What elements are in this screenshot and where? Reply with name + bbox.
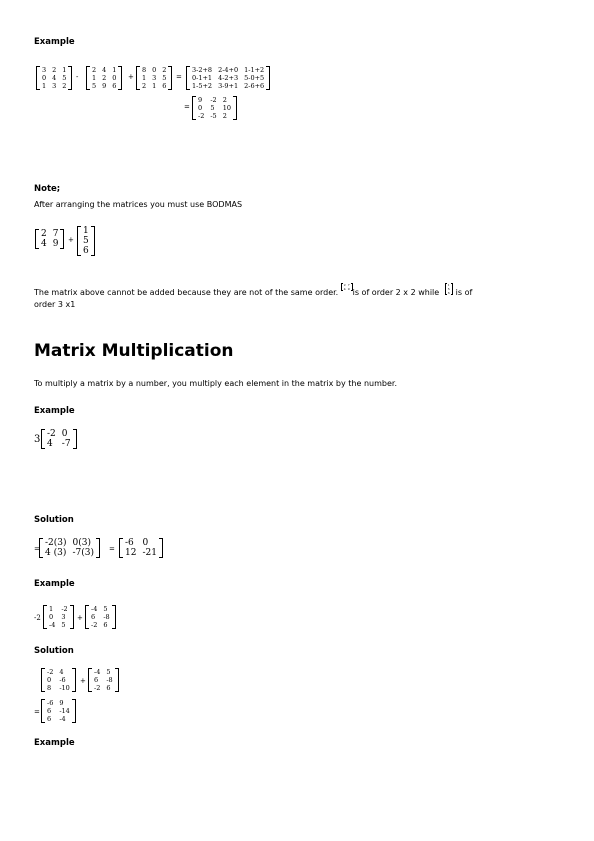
matrix-cell: 2-4+0 <box>218 66 239 74</box>
scalar: 3 <box>34 434 41 445</box>
matrix-cell: 5 <box>83 236 89 246</box>
matrix-cell: -6 <box>59 676 66 684</box>
matrix-c <box>136 66 172 90</box>
example-label: Example <box>34 406 75 416</box>
right-bracket <box>70 605 74 629</box>
right-bracket <box>112 605 116 629</box>
matrix-cell: 8 <box>47 684 52 692</box>
matrix-r <box>119 538 163 558</box>
matrix-cell: -21 <box>142 548 157 558</box>
matrix-cell: 4 (3) <box>45 548 67 558</box>
matrix-cell: 6 <box>103 621 108 629</box>
right-bracket <box>91 226 95 256</box>
equals-sign: = <box>34 708 40 716</box>
matrix-cell: -7(3) <box>72 548 95 558</box>
matrix-cell: -6 <box>125 538 134 548</box>
matrix-cell: 6 <box>106 684 111 692</box>
matrix-3x1 <box>77 226 95 256</box>
matrix-cell: -6 <box>47 699 54 707</box>
matrix-cell: 0 <box>112 74 117 82</box>
matrix-cell: 5 <box>62 74 67 82</box>
matrix-cell: 4 <box>343 287 346 291</box>
solution-label: Solution <box>34 646 74 656</box>
matrix-cell: -4 <box>49 621 56 629</box>
matrix-cell: 6 <box>47 707 52 715</box>
matrix-cell: 9 <box>102 82 107 90</box>
matrix-cell: 0 <box>152 66 157 74</box>
scalar: -2 <box>34 614 41 622</box>
matrix-cell: 9 <box>59 699 64 707</box>
matrix-cell: 10 <box>222 104 231 112</box>
matrix-cell: 6 <box>162 82 167 90</box>
matrix-cell: 1 <box>152 82 157 90</box>
matrix-cell: -14 <box>59 707 70 715</box>
plus-sign: + <box>80 677 86 685</box>
equals-sign-2: = <box>184 103 190 111</box>
right-bracket <box>72 699 76 723</box>
matrix-cell: 1 <box>62 66 67 74</box>
matrix-cell: 5 <box>210 104 215 112</box>
section-intro: To multiply a matrix by a number, you multiply each element in the matrix by the number. <box>34 379 397 388</box>
matrix-cell: 6 <box>447 291 450 295</box>
matrix-result <box>41 699 76 723</box>
matrix-cell: 2 <box>162 66 167 74</box>
matrix-cell: 7 <box>52 229 59 239</box>
right-bracket <box>60 229 64 249</box>
matrix-cell: 3 <box>152 74 157 82</box>
matrix-p <box>41 668 76 692</box>
right-bracket <box>233 96 237 120</box>
right-bracket <box>68 66 72 90</box>
example-label: Example <box>34 37 75 47</box>
matrix-cell: 0 <box>42 74 47 82</box>
matrix-cell: 5 <box>106 668 111 676</box>
matrix-cell: 7 <box>347 283 350 287</box>
matrix-m <box>41 429 77 449</box>
matrix-2x2 <box>35 229 64 249</box>
inline-matrix-3x1 <box>445 283 453 295</box>
matrix-cell: 9 <box>347 287 350 291</box>
matrix-cell: 9 <box>52 239 59 249</box>
matrix-cell: 2 <box>41 229 47 239</box>
matrix-cell: 2 <box>343 283 346 287</box>
solution-label: Solution <box>34 515 74 525</box>
matrix-cell: 3-2+8 <box>192 66 213 74</box>
section-title: Matrix Multiplication <box>34 341 234 361</box>
matrix-cell: 5-0+5 <box>244 74 265 82</box>
plus-sign: + <box>68 236 74 244</box>
matrix-cell: 2 <box>92 66 97 74</box>
matrix-q <box>88 668 119 692</box>
matrix-cell: 4 <box>47 439 53 449</box>
matrix-cell: 1 <box>49 605 54 613</box>
matrix-cell: 5 <box>61 621 66 629</box>
matrix-cell: 0 <box>61 429 68 439</box>
matrix-cell: -7 <box>61 439 71 449</box>
matrix-n <box>85 605 116 629</box>
matrix-e <box>192 96 237 120</box>
matrix-cell: -4 <box>94 668 101 676</box>
right-bracket <box>96 538 100 558</box>
matrix-cell: 1 <box>142 74 147 82</box>
matrix-cell: 2 <box>142 82 147 90</box>
equals-sign-2: = <box>109 545 115 553</box>
matrix-cell: 2-6+6 <box>244 82 265 90</box>
matrix-cell: 2 <box>102 74 107 82</box>
matrix-cell: -10 <box>59 684 70 692</box>
matrix-cell: 0 <box>142 538 149 548</box>
matrix-cell: 6 <box>112 82 117 90</box>
matrix-cell: 3 <box>42 66 47 74</box>
example-label: Example <box>34 738 75 748</box>
matrix-cell: 6 <box>83 246 89 256</box>
matrix-cell: -5 <box>210 112 217 120</box>
matrix-cell: 0(3) <box>72 538 91 548</box>
matrix-cell: 9 <box>198 96 203 104</box>
matrix-cell: -2 <box>210 96 217 104</box>
right-bracket <box>266 66 270 90</box>
matrix-cell: 6 <box>91 613 96 621</box>
matrix-cell: 8 <box>142 66 147 74</box>
matrix-cell: 5 <box>92 82 97 90</box>
matrix-cell: 1 <box>112 66 117 74</box>
matrix-s <box>39 538 100 558</box>
matrix-cell: 5 <box>162 74 167 82</box>
matrix-cell: 1 <box>447 283 450 287</box>
matrix-cell: 1 <box>83 226 89 236</box>
plus-sign: + <box>128 73 134 81</box>
right-bracket <box>351 283 353 291</box>
matrix-d <box>186 66 270 90</box>
matrix-cell: 4 <box>41 239 47 249</box>
matrix-b <box>86 66 122 90</box>
right-bracket <box>73 429 77 449</box>
matrix-cell: 2 <box>52 66 57 74</box>
inline-matrix-2x2 <box>341 283 353 291</box>
matrix-cell: -2 <box>47 429 56 439</box>
matrix-cell: -2 <box>94 684 101 692</box>
matrix-cell: 1-1+2 <box>244 66 265 74</box>
matrix-a <box>36 66 72 90</box>
matrix-cell: 3 <box>52 82 57 90</box>
matrix-m <box>43 605 74 629</box>
right-bracket <box>168 66 172 90</box>
matrix-cell: -8 <box>106 676 113 684</box>
matrix-cell: 0 <box>198 104 203 112</box>
right-bracket <box>159 538 163 558</box>
matrix-cell: 12 <box>125 548 137 558</box>
matrix-cell: 2 <box>62 82 67 90</box>
matrix-cell: -4 <box>59 715 66 723</box>
matrix-cell: -4 <box>91 605 98 613</box>
matrix-cell: 0-1+1 <box>192 74 213 82</box>
matrix-cell: -2 <box>47 668 54 676</box>
note-paragraph: The matrix above cannot be added because they are not of the same order. 2 7 4 9 is of order 2 x 2 while 1 5 6 is of order 3 x1 <box>34 283 473 309</box>
matrix-cell: 5 <box>103 605 108 613</box>
matrix-cell: 6 <box>47 715 52 723</box>
matrix-cell: 1 <box>42 82 47 90</box>
right-bracket <box>118 66 122 90</box>
matrix-cell: -2 <box>91 621 98 629</box>
example-label: Example <box>34 579 75 589</box>
matrix-cell: 1-5+2 <box>192 82 213 90</box>
matrix-cell: -8 <box>103 613 110 621</box>
matrix-cell: 2 <box>222 112 227 120</box>
matrix-cell: 0 <box>49 613 54 621</box>
matrix-cell: 2 <box>222 96 227 104</box>
right-bracket <box>72 668 76 692</box>
right-bracket <box>115 668 119 692</box>
matrix-cell: 6 <box>94 676 99 684</box>
matrix-cell: 4 <box>102 66 107 74</box>
matrix-cell: 4 <box>59 668 64 676</box>
equals-sign: = <box>34 545 40 553</box>
plus-sign: + <box>77 614 83 622</box>
minus-sign: - <box>76 73 79 81</box>
matrix-cell: 4 <box>52 74 57 82</box>
matrix-cell: -2 <box>61 605 68 613</box>
matrix-cell: 3-9+1 <box>218 82 239 90</box>
right-bracket <box>451 283 453 295</box>
matrix-cell: 3 <box>61 613 66 621</box>
matrix-cell: 4-2+3 <box>218 74 239 82</box>
equals-sign: = <box>176 73 182 81</box>
note-line: After arranging the matrices you must use BODMAS <box>34 200 243 209</box>
matrix-cell: 0 <box>47 676 52 684</box>
matrix-cell: 5 <box>447 287 450 291</box>
matrix-cell: -2(3) <box>45 538 67 548</box>
matrix-cell: -2 <box>198 112 205 120</box>
matrix-cell: 1 <box>92 74 97 82</box>
note-label: Note; <box>34 184 61 194</box>
